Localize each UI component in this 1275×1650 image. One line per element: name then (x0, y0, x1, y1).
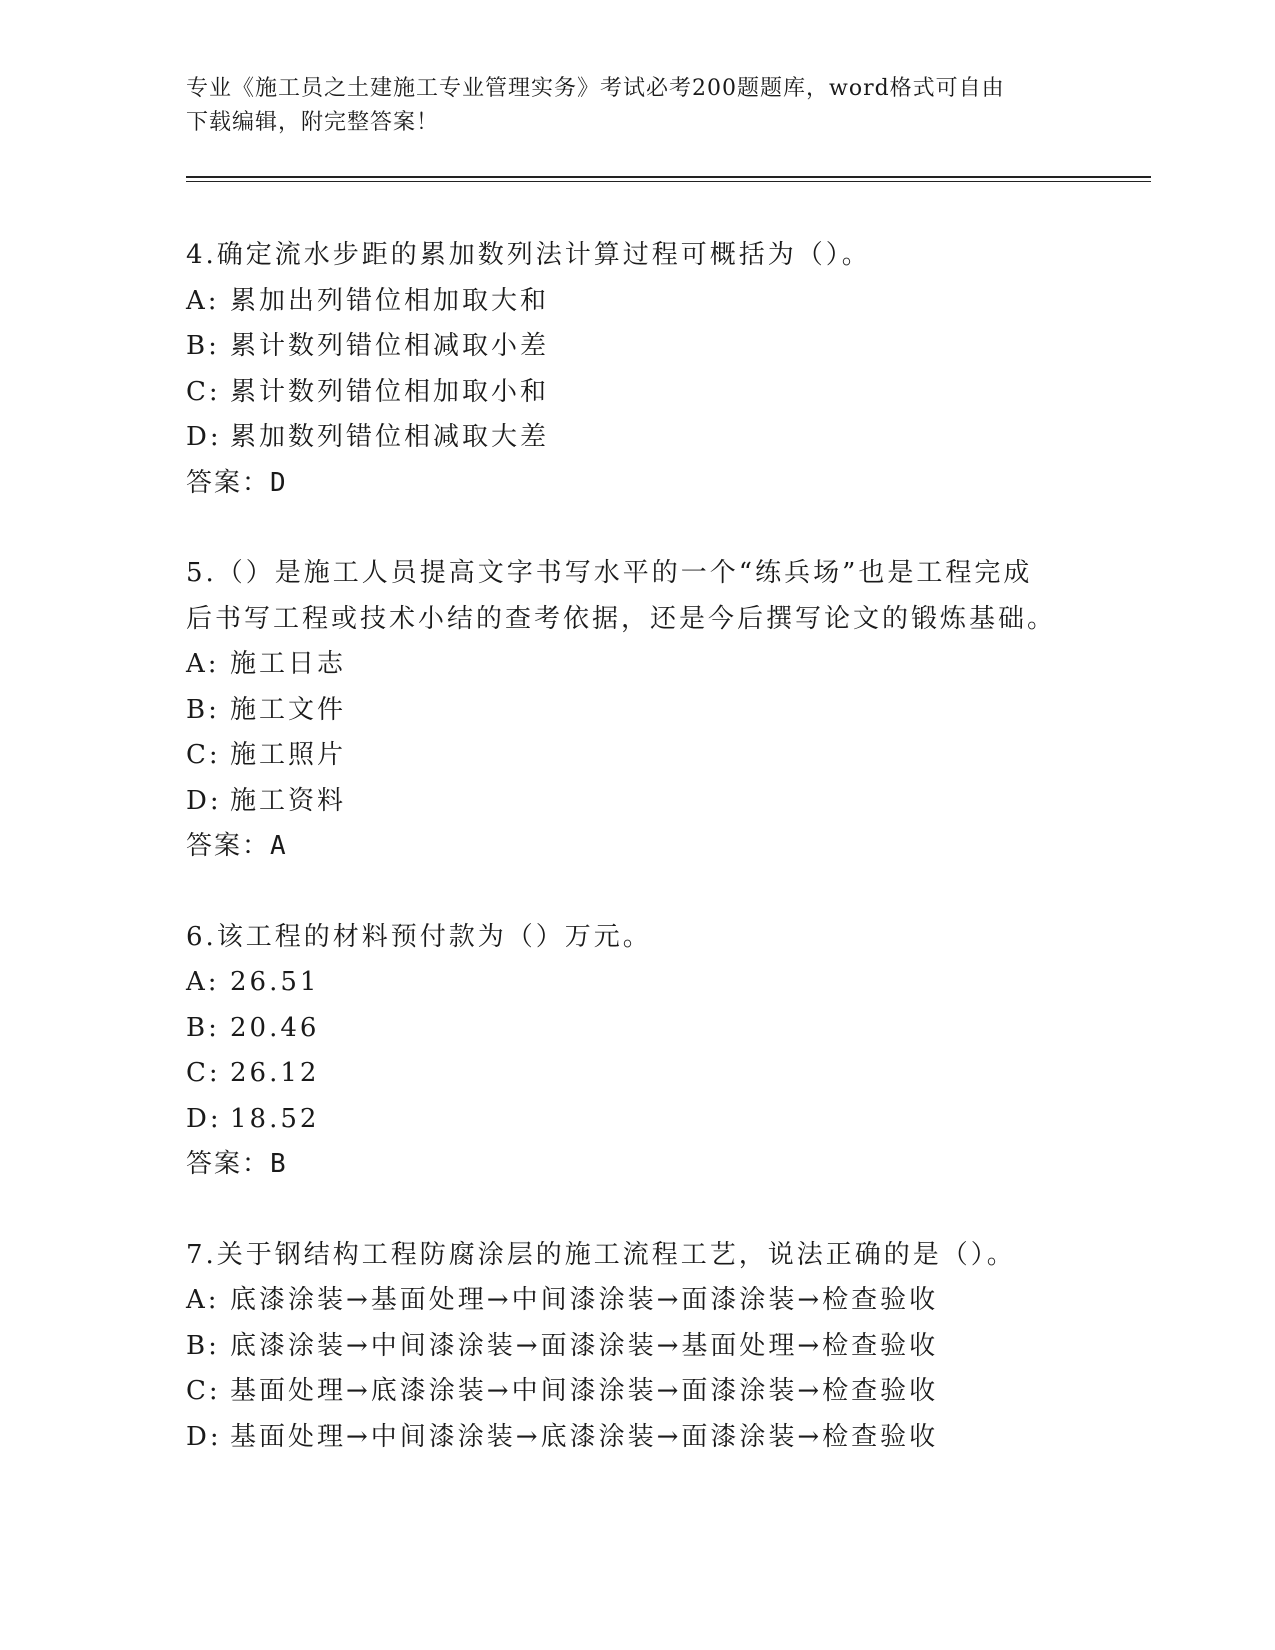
option-key: B: (186, 331, 220, 361)
document-header (186, 72, 1066, 140)
option-text: 累加出列错位相加取大和 (230, 285, 550, 316)
option-text: 施工照片 (230, 740, 347, 770)
option-text: 施工文件 (230, 694, 347, 725)
question-stem: 6.该工程的材料预付款为（）万元。 (186, 921, 652, 952)
answer-value: B (270, 1149, 288, 1179)
option-key: A: (186, 649, 220, 679)
option-c (186, 1051, 1086, 1097)
option-text: 底漆涂装→中间漆涂装→面漆涂装→基面处理→检查验收 (230, 1330, 939, 1361)
option-b (186, 688, 1086, 734)
question-list (186, 233, 1086, 1505)
question-6 (186, 915, 1086, 1188)
question-stem: 7.关于钢结构工程防腐涂层的施工流程工艺，说法正确的是（）。 (186, 1239, 1016, 1270)
option-text: 累计数列错位相加取小和 (230, 376, 550, 407)
option-d (186, 415, 1086, 461)
header-line-2: 下载编辑，附完整答案！ (186, 110, 440, 135)
option-b (186, 324, 1086, 370)
option-key: A: (186, 967, 220, 997)
option-text: 18.52 (230, 1103, 320, 1134)
option-text: 累计数列错位相减取小差 (230, 331, 550, 361)
option-c (186, 1369, 1086, 1415)
option-key: D: (186, 422, 222, 452)
option-text: 施工日志 (230, 649, 347, 679)
option-key: B: (186, 1330, 220, 1361)
option-key: C: (186, 740, 221, 770)
option-key: D: (186, 1421, 222, 1452)
option-d (186, 1415, 1086, 1461)
option-key: D: (186, 1103, 222, 1134)
option-a (186, 1278, 1086, 1324)
option-key: A: (186, 285, 220, 316)
option-a (186, 279, 1086, 325)
option-b (186, 1324, 1086, 1370)
option-text: 累加数列错位相减取大差 (230, 422, 550, 452)
option-c (186, 733, 1086, 779)
option-c (186, 370, 1086, 416)
option-key: A: (186, 1285, 220, 1315)
question-7 (186, 1233, 1086, 1461)
question-4 (186, 233, 1086, 506)
answer-label: 答案： (186, 467, 271, 498)
header-line-1: 专业《施工员之土建施工专业管理实务》考试必考200题题库，word格式可自由 (186, 76, 1005, 101)
question-stem: 4.确定流水步距的累加数列法计算过程可概括为（）。 (186, 240, 871, 270)
answer-line (186, 1142, 1086, 1188)
answer-line (186, 461, 1086, 507)
option-text: 20.46 (230, 1012, 320, 1043)
option-key: B: (186, 1012, 220, 1043)
option-key: C: (186, 1058, 221, 1088)
answer-value: A (270, 831, 288, 861)
answer-label: 答案： (186, 831, 271, 861)
answer-value: D (270, 467, 288, 498)
option-a (186, 960, 1086, 1006)
header-divider-thick (186, 176, 1151, 178)
answer-label: 答案： (186, 1149, 271, 1179)
header-divider-thin (186, 181, 1151, 182)
option-text: 施工资料 (230, 785, 347, 816)
option-text: 底漆涂装→基面处理→中间漆涂装→面漆涂装→检查验收 (230, 1285, 939, 1315)
option-text: 26.12 (230, 1058, 320, 1088)
question-5 (186, 551, 1086, 870)
option-text: 26.51 (230, 967, 320, 997)
option-text: 基面处理→底漆涂装→中间漆涂装→面漆涂装→检查验收 (230, 1376, 939, 1406)
question-stem: 5.（）是施工人员提高文字书写水平的一个“练兵场”也是工程完成 (186, 558, 1033, 588)
option-b (186, 1006, 1086, 1052)
option-a (186, 642, 1086, 688)
option-key: B: (186, 694, 220, 725)
answer-line (186, 824, 1086, 870)
option-key: C: (186, 1376, 221, 1406)
option-key: C: (186, 376, 221, 407)
option-d (186, 1097, 1086, 1143)
option-d (186, 779, 1086, 825)
question-stem-line-2: 后书写工程或技术小结的查考依据，还是今后撰写论文的锻炼基础。 (186, 603, 1057, 634)
option-key: D: (186, 785, 222, 816)
option-text: 基面处理→中间漆涂装→底漆涂装→面漆涂装→检查验收 (230, 1421, 939, 1452)
